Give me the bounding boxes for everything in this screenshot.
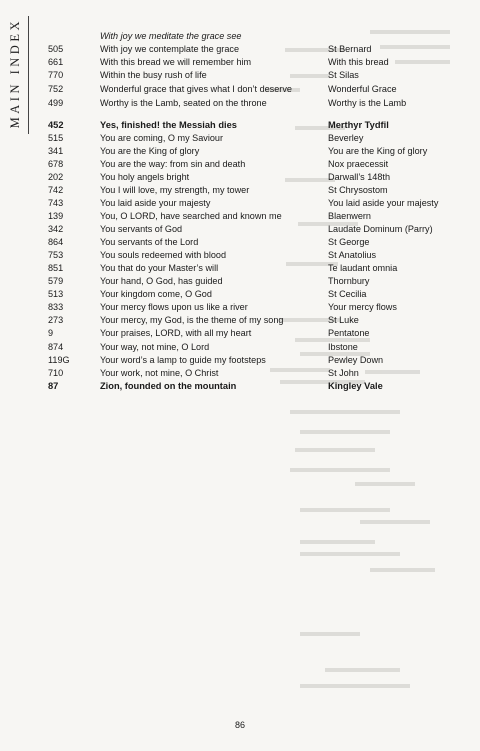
index-entry bbox=[0, 341, 480, 354]
tune-name: St Luke bbox=[328, 315, 359, 325]
tune-name: St Cecilia bbox=[328, 289, 367, 299]
tune-name: Pewley Down bbox=[328, 355, 384, 365]
tune-name: St John bbox=[328, 368, 359, 378]
first-line: You souls redeemed with blood bbox=[100, 250, 227, 260]
index-entry bbox=[0, 69, 480, 82]
first-line: Your hand, O God, has guided bbox=[100, 276, 223, 286]
index-entry bbox=[0, 171, 480, 184]
hymn-number: 273 bbox=[48, 315, 64, 325]
index-entry bbox=[0, 145, 480, 158]
tune-name: You are the King of glory bbox=[328, 146, 428, 156]
hymn-number: 752 bbox=[48, 84, 64, 94]
hymn-number: 742 bbox=[48, 185, 64, 195]
first-line: You holy angels bright bbox=[100, 172, 190, 182]
index-entry bbox=[0, 354, 480, 367]
first-line: You I will love, my strength, my tower bbox=[100, 185, 250, 195]
hymn-number: 87 bbox=[48, 381, 59, 391]
page-number: 86 bbox=[234, 720, 245, 730]
hymn-number: 874 bbox=[48, 342, 64, 352]
index-entry bbox=[0, 367, 480, 380]
hymn-number: 661 bbox=[48, 57, 64, 67]
index-entry bbox=[0, 288, 480, 301]
tune-name: Darwall’s 148th bbox=[328, 172, 391, 182]
first-line: With joy we contemplate the grace bbox=[100, 44, 239, 54]
index-entry bbox=[0, 184, 480, 197]
hymn-number: 505 bbox=[48, 44, 64, 54]
index-entry bbox=[0, 56, 480, 69]
index-entry bbox=[0, 380, 480, 393]
tune-name: Wonderful Grace bbox=[328, 84, 397, 94]
first-line: Your word’s a lamp to guide my footsteps bbox=[100, 355, 266, 365]
hymn-number: 342 bbox=[48, 224, 64, 234]
hymn-number: 9 bbox=[48, 328, 54, 338]
first-line: You servants of God bbox=[100, 224, 183, 234]
first-line: Your way, not mine, O Lord bbox=[100, 342, 210, 352]
first-line: You are coming, O my Saviour bbox=[100, 133, 223, 143]
first-line: You laid aside your majesty bbox=[100, 198, 211, 208]
tune-name: St Anatolius bbox=[328, 250, 377, 260]
tune-name: St Chrysostom bbox=[328, 185, 388, 195]
hymn-number: 864 bbox=[48, 237, 64, 247]
tune-name: With this bread bbox=[328, 57, 389, 67]
first-line: Your mercy flows upon us like a river bbox=[100, 302, 248, 312]
tune-name: St Bernard bbox=[328, 44, 372, 54]
hymn-number: 139 bbox=[48, 211, 64, 221]
hymn-number: 678 bbox=[48, 159, 64, 169]
tune-name: Worthy is the Lamb bbox=[328, 98, 407, 108]
first-line: Worthy is the Lamb, seated on the throne bbox=[100, 98, 267, 108]
index-entry bbox=[0, 223, 480, 236]
hymn-number: 119G bbox=[48, 355, 70, 365]
tune-name: You laid aside your majesty bbox=[328, 198, 439, 208]
index-entry bbox=[0, 249, 480, 262]
index-entry bbox=[0, 83, 480, 96]
index-entry bbox=[0, 97, 480, 110]
index-entry bbox=[0, 30, 480, 43]
first-line: You servants of the Lord bbox=[100, 237, 199, 247]
first-line: Your kingdom come, O God bbox=[100, 289, 212, 299]
hymn-number: 515 bbox=[48, 133, 64, 143]
first-line: You are the way: from sin and death bbox=[100, 159, 246, 169]
index-entry bbox=[0, 210, 480, 223]
tune-name: Ibstone bbox=[328, 342, 358, 352]
first-line: With joy we meditate the grace see bbox=[100, 31, 242, 41]
index-entry bbox=[0, 197, 480, 210]
hymn-number: 202 bbox=[48, 172, 64, 182]
first-line: Your mercy, my God, is the theme of my song bbox=[100, 315, 284, 325]
first-line: You, O LORD, have searched and known me bbox=[100, 211, 282, 221]
first-line: Within the busy rush of life bbox=[100, 70, 207, 80]
hymn-number: 513 bbox=[48, 289, 64, 299]
tune-name: Blaenwern bbox=[328, 211, 371, 221]
index-entry bbox=[0, 262, 480, 275]
index-entry bbox=[0, 236, 480, 249]
tune-name: Thornbury bbox=[328, 276, 370, 286]
index-entry bbox=[0, 119, 480, 132]
first-line: You are the King of glory bbox=[100, 146, 200, 156]
index-entry bbox=[0, 43, 480, 56]
hymn-number: 579 bbox=[48, 276, 64, 286]
hymn-number: 499 bbox=[48, 98, 64, 108]
tune-name: Nox praecessit bbox=[328, 159, 389, 169]
hymn-number: 833 bbox=[48, 302, 64, 312]
index-entry bbox=[0, 327, 480, 340]
hymn-number: 452 bbox=[48, 120, 64, 130]
first-line: You that do your Master’s will bbox=[100, 263, 219, 273]
hymn-number: 770 bbox=[48, 70, 64, 80]
tune-name: Beverley bbox=[328, 133, 364, 143]
section-side-label: MAIN INDEX bbox=[8, 18, 22, 129]
hymn-number: 753 bbox=[48, 250, 64, 260]
tune-name: Your mercy flows bbox=[328, 302, 397, 312]
index-entry bbox=[0, 314, 480, 327]
hymn-number: 710 bbox=[48, 368, 64, 378]
index-entry bbox=[0, 301, 480, 314]
tune-name: Merthyr Tydfil bbox=[328, 120, 389, 130]
tune-name: Laudate Dominum (Parry) bbox=[328, 224, 433, 234]
hymn-number: 341 bbox=[48, 146, 64, 156]
first-line: Your praises, LORD, with all my heart bbox=[100, 328, 252, 338]
index-entry bbox=[0, 275, 480, 288]
tune-name: St George bbox=[328, 237, 370, 247]
first-line: With this bread we will remember him bbox=[100, 57, 252, 67]
first-line: Zion, founded on the mountain bbox=[100, 381, 237, 391]
tune-name: Kingley Vale bbox=[328, 381, 383, 391]
first-line: Wonderful grace that gives what I don’t deserve bbox=[100, 84, 292, 94]
tune-name: Te laudant omnia bbox=[328, 263, 398, 273]
tune-name: St Silas bbox=[328, 70, 359, 80]
hymn-number: 743 bbox=[48, 198, 64, 208]
first-line: Your work, not mine, O Christ bbox=[100, 368, 219, 378]
tune-name: Pentatone bbox=[328, 328, 370, 338]
hymn-number: 851 bbox=[48, 263, 64, 273]
index-entry bbox=[0, 132, 480, 145]
first-line: Yes, finished! the Messiah dies bbox=[100, 120, 237, 130]
index-entry bbox=[0, 158, 480, 171]
